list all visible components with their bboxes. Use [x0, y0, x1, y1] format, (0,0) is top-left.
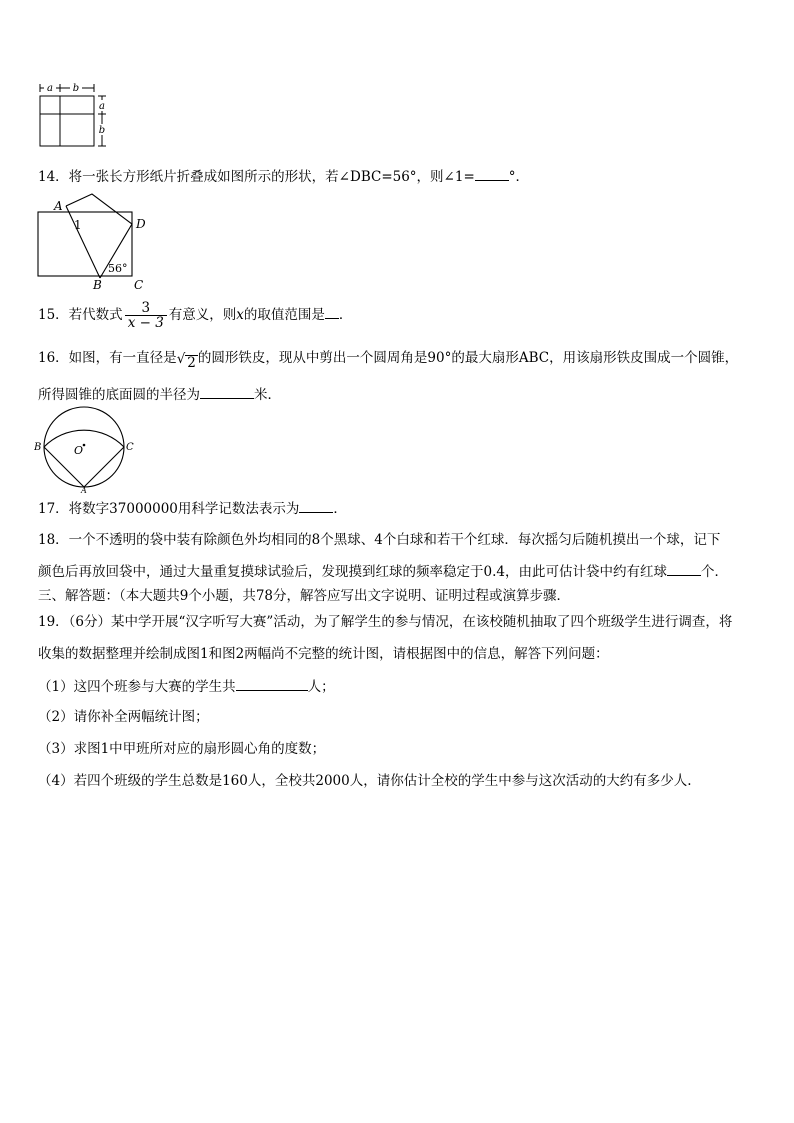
fraction — [125, 301, 167, 330]
q18-line2-end: 个． — [700, 564, 728, 580]
label-C: C — [134, 278, 144, 292]
question-19-part1 — [38, 677, 335, 696]
question-18-line1 — [38, 531, 720, 549]
sqrt-expression — [177, 348, 198, 370]
q14-end: °． — [508, 169, 530, 185]
label-b-side: b — [98, 125, 106, 136]
question-19-part2 — [38, 708, 209, 726]
q18-line1: 18．一个不透明的袋中装有除颜色外均相同的8个黑球、4个白球和若干个红球．每次摇匀后随机摸出一个球，记下 — [38, 532, 721, 548]
circle-sector-figure — [34, 404, 134, 494]
question-19-line2 — [38, 645, 609, 663]
q16-line2-end: 米． — [254, 387, 281, 403]
q17-text: 17．将数字37000000用科学记数法表示为 — [38, 501, 300, 517]
q15-mid: 有意义，则 — [168, 307, 237, 323]
fraction-denominator: x − 3 — [125, 315, 167, 330]
q15-prefix: 15．若代数式 — [38, 307, 123, 323]
folded-paper-figure — [36, 192, 154, 292]
q17-blank — [299, 499, 333, 513]
label-C: C — [126, 442, 134, 453]
q16-line2: 所得圆锥的底面圆的半径为 — [38, 387, 200, 403]
q15-suffix: 的取值范围是 — [243, 307, 325, 323]
q19-p1-end: 人； — [307, 679, 335, 695]
q16-blank — [200, 385, 254, 399]
q19-p2: （2）请你补全两幅统计图； — [38, 709, 209, 725]
fraction-numerator: 3 — [141, 300, 151, 316]
section-3-text: 三、解答题：（本大题共9个小题，共78分，解答应写出文字说明、证明过程或演算步骤． — [38, 588, 571, 604]
label-A: A — [81, 486, 87, 494]
q16-text-b: 的圆形铁皮，现从中剪出一个圆周角是90°的最大扇形ABC，用该扇形铁皮围成一个圆锥， — [197, 350, 739, 366]
question-14 — [38, 167, 529, 186]
question-15 — [38, 300, 352, 330]
question-19-part3 — [38, 740, 325, 758]
q19-line1: 19．（6分）某中学开展“汉字听写大赛”活动，为了解学生的参与情况，在该校随机抽取了四个班级学生进行调查，将 — [38, 614, 733, 630]
q19-p1: （1）这四个班参与大赛的学生共 — [38, 679, 236, 695]
sqrt-sign: √ — [176, 350, 186, 367]
q15-variable: x — [236, 307, 244, 323]
question-19-part4 — [38, 772, 692, 790]
sqrt-radicand: 2 — [187, 354, 196, 371]
q14-text: 14．将一张长方形纸片折叠成如图所示的形状，若∠DBC=56°，则∠1= — [38, 169, 475, 185]
q15-end: ． — [338, 307, 353, 323]
question-19-line1 — [38, 613, 732, 631]
label-O: O — [74, 444, 84, 457]
question-18-line2 — [38, 562, 728, 581]
square-ab-figure — [36, 82, 116, 150]
q19-p3: （3）求图1中甲班所对应的扇形圆心角的度数； — [38, 741, 326, 757]
label-1: 1 — [74, 218, 82, 232]
question-16-line2 — [38, 385, 281, 404]
label-D: D — [136, 217, 146, 231]
question-16-line1 — [38, 347, 738, 370]
q18-line2: 颜色后再放回袋中，通过大量重复摸球试验后，发现摸到红球的频率稳定于0.4，由此可估计袋中约有红球 — [38, 564, 667, 580]
q19-p1-blank — [236, 677, 308, 691]
question-17 — [38, 499, 347, 518]
label-A: A — [54, 199, 63, 213]
label-a-side: a — [99, 101, 105, 112]
section-3-heading — [38, 587, 570, 605]
q19-p4: （4）若四个班级的学生总数是160人，全校共2000人，请你估计全校的学生中参与这次活动的大约有多少人. — [38, 773, 692, 789]
q16-text-a: 16．如图，有一直径是 — [38, 350, 177, 366]
q17-end: ． — [333, 501, 347, 517]
label-56deg: 56° — [108, 262, 128, 275]
label-b-top: b — [72, 83, 80, 94]
q15-blank — [325, 305, 339, 319]
q18-blank — [667, 562, 701, 576]
label-a-top: a — [47, 83, 53, 94]
q19-line2: 收集的数据整理并绘制成图1和图2两幅尚不完整的统计图，请根据图中的信息，解答下列问题： — [38, 646, 609, 662]
q14-blank — [475, 167, 509, 181]
label-B: B — [34, 442, 42, 453]
label-B: B — [93, 278, 102, 292]
